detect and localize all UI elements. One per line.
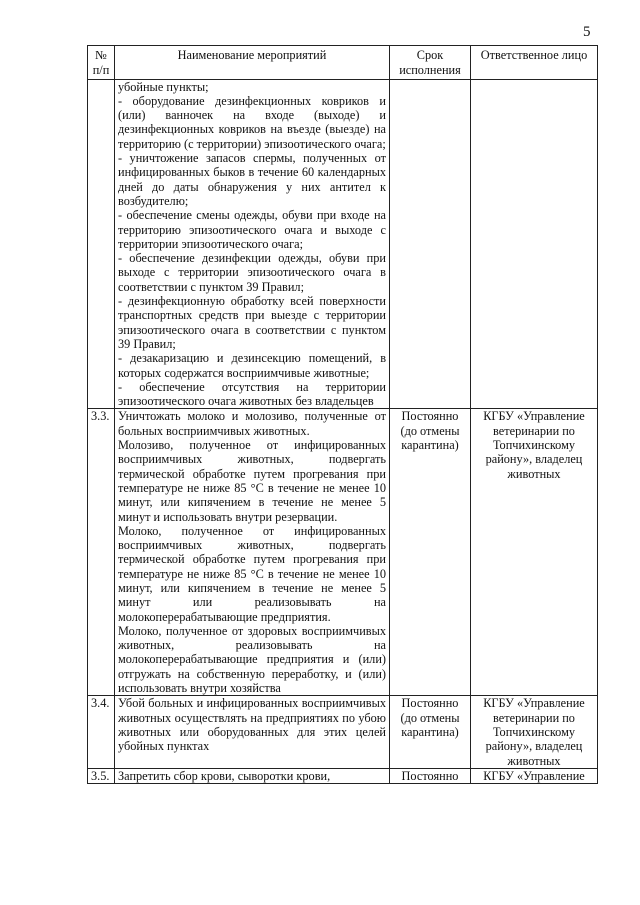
table-row-continuation [88, 79, 598, 409]
table-row-3-5 [88, 768, 598, 783]
measure-paragraph: Молозиво, полученное от инфицированных восприимчивых животных, подвергать термической обработке путем прогревания при температуре не ниже 85 °С в течение не менее 10 минут, или кипячением в течение не менее 5 минут и использовать внутри резервации. [118, 438, 386, 524]
measure-paragraph: Уничтожать молоко и молозиво, полученные от больных восприимчивых животных. [118, 409, 386, 438]
measure-cell [115, 409, 390, 696]
row-number: 3.4. [88, 696, 115, 768]
table-row-3-4 [88, 696, 598, 768]
measure-paragraph: Убой больных и инфицированных восприимчивых животных осуществлять на предприятиях по убою животных или оборудованных для этих целей убойных пунктах [118, 696, 386, 754]
header-name: Наименование мероприятий [115, 46, 390, 80]
list-item: убойные пункты; [118, 79, 209, 94]
list-item: - обеспечение смены одежды, обуви при входе на территорию эпизоотического очага и выходе с территории эпизоотического очага; [118, 208, 386, 251]
list-item: - обеспечение отсутствия на территории эпизоотического очага животных без владельцев [118, 379, 386, 409]
list-item: - уничтожение запасов спермы, полученных от инфицированных быков в течение 60 календарных дней до даты обнаружения у них антител к возбудителю; [118, 151, 386, 208]
responsible-cell: КГБУ «Управление [471, 768, 598, 783]
measure-paragraph: Молоко, полученное от инфицированных восприимчивых животных, подвергать термической обработке путем прогревания при температуре не ниже 85 °С в течение не менее 10 минут, или кипячением в течение не менее 5 минут или реализовывать на молокоперерабатывающие предприятия. [118, 523, 386, 624]
list-item: - обеспечение дезинфекции одежды, обуви при выходе с территории эпизоотического очага в соответствии с пунктом 39 Правил; [118, 251, 386, 294]
measures-table [87, 45, 598, 784]
header-num: № п/п [88, 46, 115, 80]
measure-cell [115, 696, 390, 768]
deadline-cell: Постоянно (до отмены карантина) [390, 696, 471, 768]
table-header-row [88, 46, 598, 80]
deadline-cell: Постоянно (до отмены карантина) [390, 409, 471, 696]
measure-cell [115, 768, 390, 783]
page-number: 5 [583, 24, 591, 40]
header-responsible: Ответственное лицо [471, 46, 598, 80]
list-item: - дезакаризацию и дезинсекцию помещений, в которых содержатся восприимчивые животные; [118, 351, 386, 380]
responsible-cell: КГБУ «Управление ветеринарии по Топчихинскому району», владелец животных [471, 409, 598, 696]
measure-paragraph: Запретить сбор крови, сыворотки крови, [118, 768, 331, 783]
list-item: - оборудование дезинфекционных ковриков и (или) ванночек на входе (выходе) и дезинфекционных ковриков на въезде (выезде) на территорию (с территории) эпизоотического очага; [118, 93, 386, 151]
continuation-cell [115, 79, 390, 409]
header-deadline: Срок исполнения [390, 46, 471, 80]
deadline-cell: Постоянно [390, 768, 471, 783]
table-row-3-3 [88, 409, 598, 696]
row-number: 3.5. [88, 768, 115, 783]
measure-paragraph: Молоко, полученное от здоровых восприимчивых животных, реализовывать на молокоперерабатывающие предприятия и (или) отгружать на собственную переработку, и (или) использовать внутри хозяйства [118, 623, 386, 696]
list-item: - дезинфекционную обработку всей поверхности транспортных средств при выезде с территории эпизоотического очага в соответствии с пунктом 39 Правил; [118, 294, 386, 351]
responsible-cell: КГБУ «Управление ветеринарии по Топчихинскому району», владелец животных [471, 696, 598, 768]
row-number: 3.3. [88, 409, 115, 696]
